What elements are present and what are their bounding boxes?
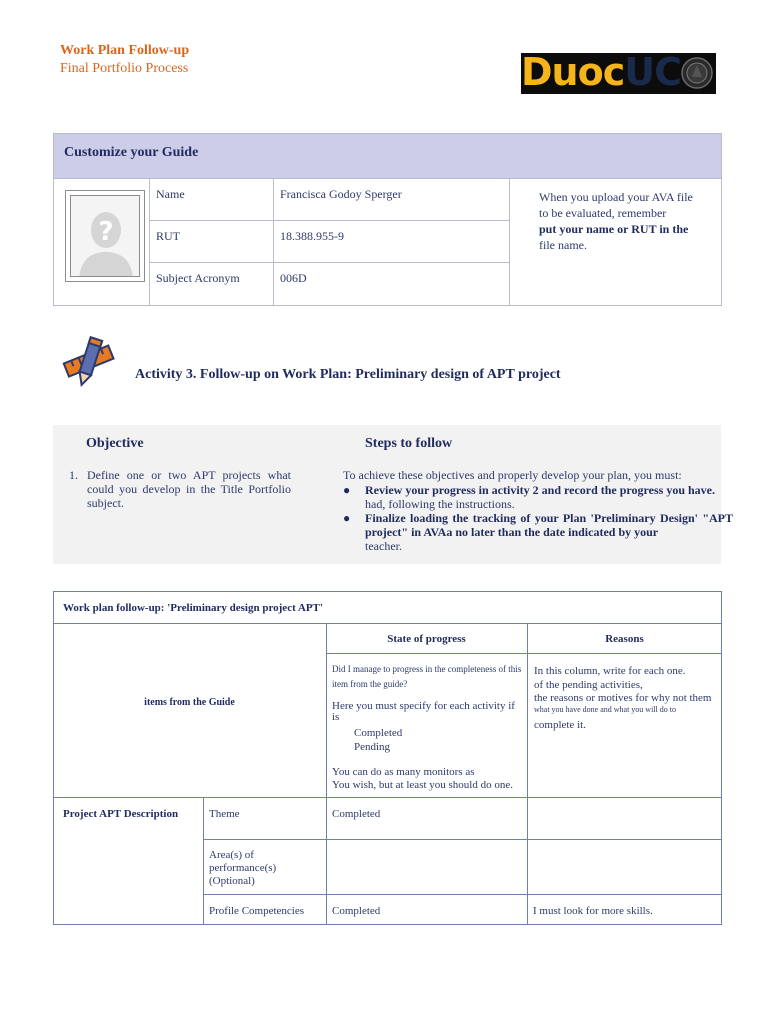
profile-photo-placeholder [65, 190, 145, 282]
objective-steps-panel: Objective Steps to follow 1. Define one or two APT projects what could you develop in the Title Portfolio subject. To achieve these objectives and properly develop your plan, you must: ● Review your progress in activity 2 and record the progress you have. had, following the instructions. ● Finalize loading the tracking of your Plan 'Preliminary Design' "APT project" in AVAa no later than the date indicated by your teacher. [53, 425, 721, 564]
step-bullet: ● [343, 511, 351, 525]
logo-uc-text: UC [624, 53, 681, 94]
reasons-line1: In this column, write for each one. [534, 665, 686, 677]
guide-label-name: Name [150, 179, 274, 221]
state-monitors-line2: You wish, but at least you should do one. [332, 779, 513, 791]
guide-table [53, 133, 722, 306]
guide-value-subject: 006D [274, 263, 510, 305]
svg-text:?: ? [98, 217, 114, 247]
follow-up-table: Work plan follow-up: 'Preliminary design project APT' items from the Guide State of progress Reasons Did I manage to progress in the completeness of this item from the guide? Here you must specify for each activity if is Completed Pending You can do as many monitors as You wish, but at least you should do one. In this column, write for each one. of the pending activities, the reasons or motives for why not them what you have done and what you will do to complete it. Project APT Description Theme Completed Area(s) of performance(s) (Optional) Profile Competencies Completed I must look for more skills. [53, 591, 722, 925]
guide-value-name: Francisca Godoy Sperger [274, 179, 510, 221]
step-item-2: Finalize loading the tracking of your Plan 'Preliminary Design' "APT project" in AVAa no later than the date indicated by your teacher. [365, 511, 733, 553]
state-question: Did I manage to progress in the completeness of this item from the guide? [332, 664, 522, 689]
guide-label-subject: Subject Acronym [150, 263, 274, 305]
page-subtitle: Final Portfolio Process [60, 61, 189, 76]
guide-heading: Customize your Guide [64, 145, 199, 160]
university-seal-icon [680, 55, 714, 92]
step-item-1: Review your progress in activity 2 and record the progress you have. had, following the instructions. [365, 483, 715, 511]
row-item-areas: Area(s) of performance(s) (Optional) [209, 849, 277, 887]
guide-heading-bar [54, 134, 721, 179]
table-title: Work plan follow-up: 'Preliminary design project APT' [63, 602, 323, 614]
step-bullet: ● [343, 483, 351, 497]
steps-heading: Steps to follow [365, 436, 453, 451]
upload-note: When you upload your AVA file to be evaluated, remember put your name or RUT in the file name. [539, 190, 693, 252]
unknown-person-icon [71, 196, 140, 277]
steps-intro: To achieve these objectives and properly develop your plan, you must: [343, 468, 682, 482]
page-title: Work Plan Follow-up [60, 43, 190, 58]
row-state-competencies: Completed [332, 905, 381, 917]
duoc-uc-logo [521, 53, 716, 94]
state-monitors-line1: You can do as many monitors as [332, 766, 475, 778]
col-header-items: items from the Guide [144, 697, 235, 708]
logo-duoc-text: Duoc [521, 53, 625, 94]
pencil-ruler-icon [62, 336, 116, 388]
reasons-line2: of the pending activities, [534, 679, 643, 691]
col-header-state: State of progress [387, 633, 466, 645]
reasons-line4: complete it. [534, 719, 586, 731]
guide-value-rut: 18.388.955-9 [274, 221, 510, 263]
state-specify: Here you must specify for each activity if is [332, 700, 515, 723]
row-state-theme: Completed [332, 808, 381, 820]
reasons-small: what you have done and what you will do to [534, 705, 676, 714]
row-reason-competencies: I must look for more skills. [533, 905, 653, 917]
row-item-theme: Theme [209, 808, 240, 820]
row-item-competencies: Profile Competencies [209, 905, 305, 917]
section-label: Project APT Description [63, 808, 179, 820]
guide-label-rut: RUT [150, 221, 274, 263]
col-header-reasons: Reasons [605, 633, 644, 645]
reasons-line3: the reasons or motives for why not them [534, 692, 712, 704]
objective-heading: Objective [86, 436, 144, 451]
activity-title: Activity 3. Follow-up on Work Plan: Preliminary design of APT project [135, 367, 561, 382]
